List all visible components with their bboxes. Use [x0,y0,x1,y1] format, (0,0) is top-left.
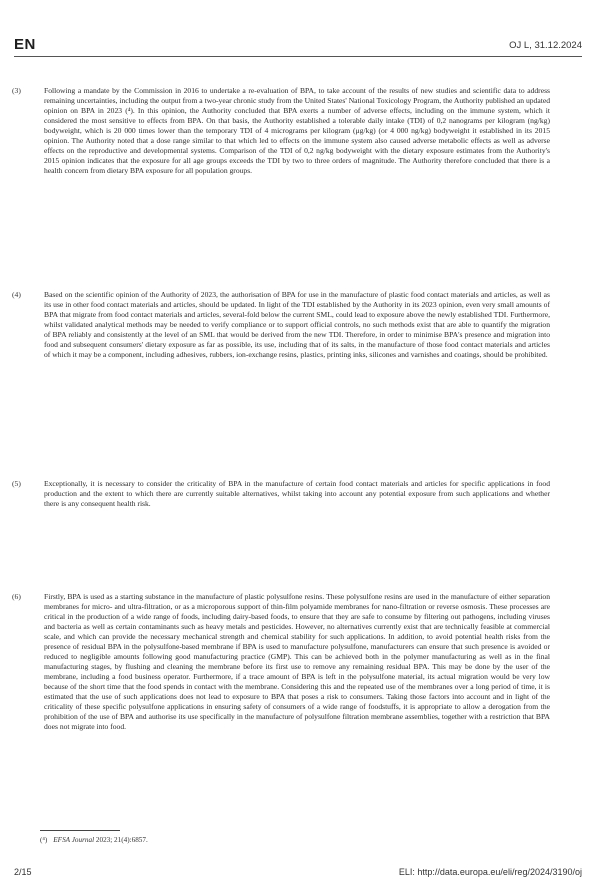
recital-number: (4) [12,290,21,299]
header-divider [14,56,582,57]
recital-6 [12,592,550,732]
recital-4 [12,290,550,360]
footnote-journal: EFSA Journal [53,836,95,844]
footnote-divider [40,830,120,831]
recital-number: (3) [12,86,21,95]
recital-text: Exceptionally, it is necessary to consider the criticality of BPA in the manufacture of certain food contact materials and articles for specific applications in food production and the extent to which there are currently suitable alternatives, whilst taking into account any potential exposure from such applications and whether there is any consequent health risk. [44,479,550,508]
recital-text: Based on the scientific opinion of the Authority of 2023, the authorisation of BPA for use in the manufacture of plastic food contact materials and articles, as well as its use in other food contact materials and articles, should be updated. In light of the TDI established by the Authority in its 2023 opinion, even very small amounts of BPA that migrate from food contact materials and articles, several-fold below the current SML, could lead to exposure above the newly established TDI. Furthermore, whilst validated analytical methods may be needed to verify compliance or to support official controls, no such methods exist that are able to quantify the migration of BPA reliably and consistently at the level of an SML that would be derived from the new TDI. Therefore, in order to minimise BPA's presence and migration into food and subsequent consumers' dietary exposure as far as possible, its use, including that of its salts, in the manufacture of those food contact materials and articles of which it may be a component, including adhesives, rubbers, ion-exchange resins, plastics, printing inks, silicones and varnishes and coatings, should be prohibited. [44,290,550,359]
language-code: EN [14,36,36,53]
recital-text: Firstly, BPA is used as a starting substance in the manufacture of plastic polysulfone resins. These polysulfone resins are used in the manufacture of either separation membranes for micro- and ultra-filtration, or as a microporous support of thin-film polyamide membranes for nano-filtration or reverse osmosis. These processes are critical in the production of a wide range of foods, including dairy-based foods, to ensure that they are safe to consume by filtering out pathogens, including viruses and bacteria as well as certain contaminants such as heavy metals and pesticides. However, no alternatives currently exist that are technically feasible at commercial scale, and which can provide the necessary mechanical strength and chemical stability for such applications. In addition, to avoid potential health risks from the presence of residual BPA in the polysulfone-based membrane if BPA is used to manufacture polysulfone, manufacturers can ensure that such presence is avoided or reduced to negligible amounts following good manufacturing practice (GMP). This can be achieved both in the polymer manufacturing as well as in the final manufacturing stages, by flushing and cleaning the membrane before its first use to remove any remaining residual BPA. This may be done by the user of the membrane, including a food business operator. Furthermore, if a trace amount of BPA is left in the polysulfone material, its actual migration would be very low because of the short time that the food spends in contact with the membrane. Considering this and the repeated use of the membranes over a long period of time, it is estimated that the use of such applications does not lead to exposure to BPA that poses a risk to consumers. Taking those factors into account and in light of the criticality of these specific polysulfone applications in ensuring safety of consumers of a wide range of foodstuffs, it is appropriate to allow a derogation from the prohibition of the use of BPA and authorise its use specifically in the manufacture of polysulfone filtration membrane assemblies, together with a restriction that BPA does not migrate into food. [44,592,550,731]
recital-5 [12,479,550,509]
eli-link[interactable]: ELI: http://data.europa.eu/eli/reg/2024/3190/oj [398,867,582,877]
footnote-reference: 2023; 21(4):6857. [95,836,148,844]
footnote [40,836,148,844]
recital-number: (6) [12,592,21,601]
recital-3 [12,86,550,176]
footnote-mark: (⁴) [40,836,48,844]
recital-number: (5) [12,479,21,488]
page-number: 2/15 [14,867,32,877]
journal-reference: OJ L, 31.12.2024 [509,40,582,51]
recital-text: Following a mandate by the Commission in 2016 to undertake a re-evaluation of BPA, to take account of the results of new studies and scientific data to address remaining uncertainties, including the output from a two-year chronic study from the United States' National Toxicology Program, the Authority published an updated opinion on BPA in 2023 (⁴). In this opinion, the Authority concluded that BPA exerts a number of adverse effects, including on the immune system, which it considered the most sensitive to effects from BPA. On that basis, the Authority established a tolerable daily intake (TDI) of 0,2 nanograms per kilogram (ng/kg) bodyweight, which is 20 000 times lower than the temporary TDI of 4 micrograms per kilogram (μg/kg) (or 4 000 ng/kg) bodyweight it established in its 2015 opinion. The Authority noted that a dose range similar to that which led to effects on the immune system also caused adverse metabolic effects as well as adverse effects on the reproductive and developmental systems. Comparison of the TDI of 0,2 ng/kg bodyweight with the dietary exposure estimates from the Authority's 2015 opinion indicates that the exposure for all age groups exceeds the TDI by two to three orders of magnitude. The Authority therefore concluded that there is a health concern from dietary BPA exposure for all population groups. [44,86,550,175]
